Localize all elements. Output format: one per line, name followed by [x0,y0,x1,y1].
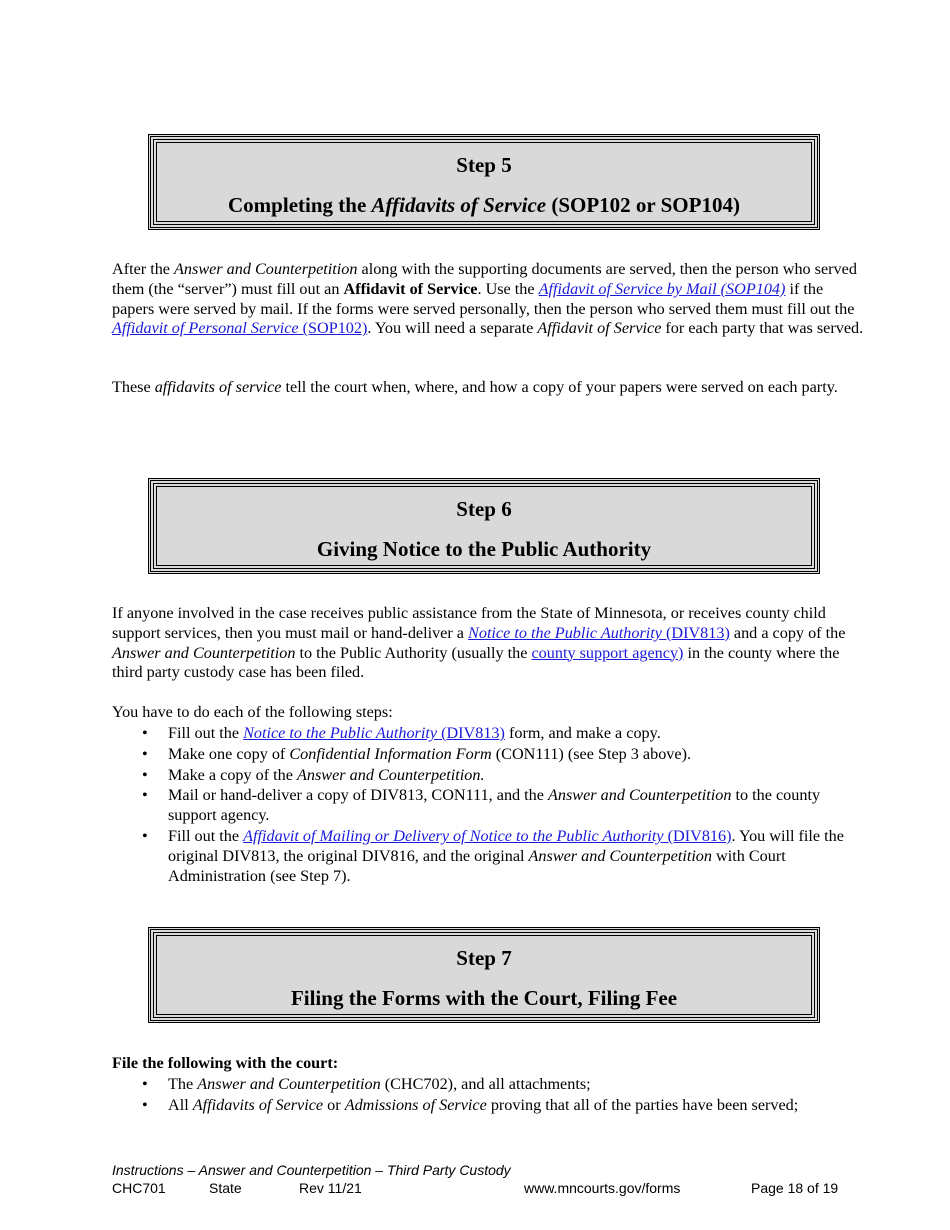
step7-number: Step 7 [456,946,512,970]
step6-box [148,478,820,574]
step7-box [148,927,820,1023]
step6-paragraph-1: If anyone involved in the case receives public assistance from the State of Minnesota, or receives county child support services, then you must mail or hand-deliver a Notice to the Public Authority (DIV813) and a copy of the Answer and Counterpetition to the Public Authority (usually the county support agency) in the county where the third party custody case has been filed. [112,604,846,682]
step7-heading: File the following with the court: [112,1054,339,1072]
list-item: • The Answer and Counterpetition (CHC702), and all attachments; [112,1075,864,1095]
step6-title: Giving Notice to the Public Authority [316,537,652,561]
link-affidavit-mailing-delivery[interactable]: Affidavit of Mailing or Delivery of Notice to the Public Authority (DIV816) [243,826,732,845]
list-item: • Make one copy of Confidential Information Form (CON111) (see Step 3 above). [112,745,864,765]
list-item: • Fill out the Notice to the Public Authority (DIV813) form, and make a copy. [112,724,864,744]
step6-number: Step 6 [456,497,512,521]
list-item: • Fill out the Affidavit of Mailing or Delivery of Notice to the Public Authority (DIV816). You will file the original DIV813, the original DIV816, and the original Answer and Counterpetition with Court Administration (see Step 7). [112,827,864,886]
list-item: • All Affidavits of Service or Admissions of Service proving that all of the parties have been served; [112,1096,864,1116]
step7-bullet-list [112,1075,864,1117]
link-affidavit-personal-service[interactable]: Affidavit of Personal Service (SOP102) [112,319,368,338]
step7-title: Filing the Forms with the Court, Filing Fee [290,986,678,1010]
list-item: • Mail or hand-deliver a copy of DIV813, CON111, and the Answer and Counterpetition to the county support agency. [112,786,864,826]
list-item: • Make a copy of the Answer and Counterpetition. [112,766,864,786]
link-affidavit-service-mail[interactable]: Affidavit of Service by Mail (SOP104) [538,279,786,298]
step6-paragraph-2: You have to do each of the following steps: [112,703,393,721]
step5-title: Completing the Affidavits of Service (SOP102 or SOP104) [228,193,740,217]
link-notice-public-authority[interactable]: Notice to the Public Authority (DIV813) [468,623,730,642]
step5-box [148,134,820,230]
link-county-support-agency[interactable]: county support agency) [531,643,684,662]
link-notice-public-authority-div813[interactable]: Notice to the Public Authority (DIV813) [243,724,505,742]
footer-revision: Rev 11/21 [299,1180,362,1196]
step5-number: Step 5 [456,153,512,177]
footer-title: Instructions – Answer and Counterpetition – Third Party Custody [112,1162,511,1178]
footer-page-number: Page 18 of 19 [751,1180,839,1196]
footer-jurisdiction: State [209,1180,242,1196]
footer-form-code: CHC701 [112,1180,166,1196]
step5-paragraph-1: After the Answer and Counterpetition along with the supporting documents are served, then the person who served them (the “server”) must fill out an Affidavit of Service. Use the Affidavit of Service by Mail (SOP104) if the papers were served by mail. If the forms were served personally, then the person who served them must fill out the Affidavit of Personal Service (SOP102). You will need a separate Affidavit of Service for each party that was served. [112,260,864,338]
footer-website: www.mncourts.gov/forms [524,1180,681,1196]
step5-paragraph-2: These affidavits of service tell the court when, where, and how a copy of your papers were served on each party. [112,378,838,396]
step6-bullet-list [112,724,864,887]
footer-row [112,1180,852,1198]
